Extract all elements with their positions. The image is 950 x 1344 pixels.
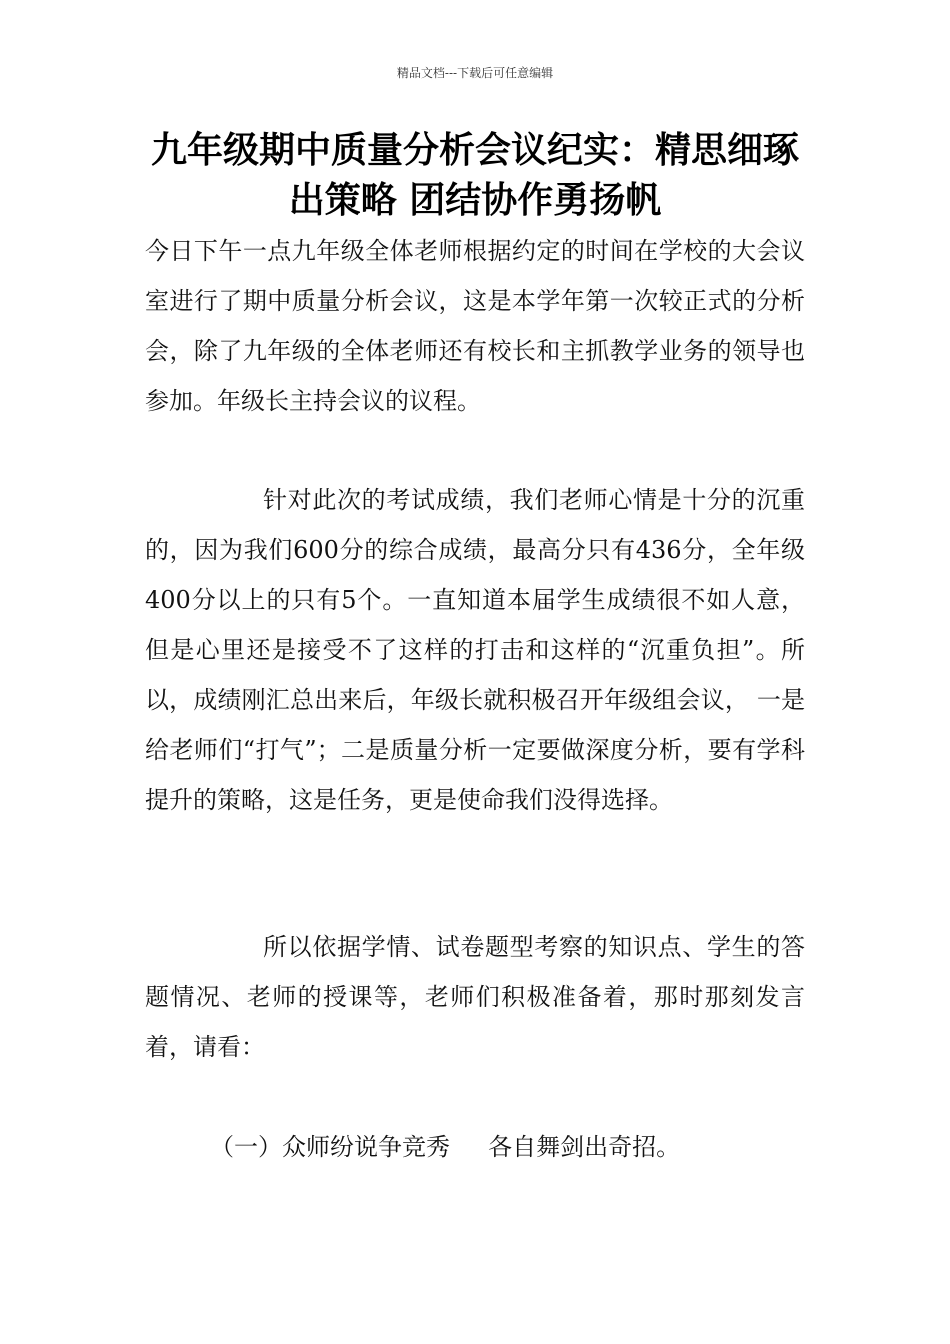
document-title: 九年级期中质量分析会议纪实：精思细琢出策略 团结协作勇扬帆: [150, 130, 799, 221]
section-heading: （一）众师纷说争竞秀 各自舞剑出奇招。: [210, 1133, 681, 1161]
paragraph-exam-results: 针对此次的考试成绩，我们老师心情是十分的沉重的，因为我们600分的综合成绩，最高分只有436分，全年级400分以上的只有5个。一直知道本届学生成绩很不如人意，但是心里还是接受不了这样的打击和这样的“沉重负担”。所以，成绩刚汇总出来后，年级长就积极召开年级组会议， 一是给老师们“打气”；二是质量分析一定要做深度分析，要有学科提升的策略，这是任务，更是使命我们没得选择。: [145, 486, 805, 814]
page-header: 精品文档---下载后可任意编辑: [396, 66, 554, 80]
paragraph-preparation: 所以依据学情、试卷题型考察的知识点、学生的答题情况、老师的授课等，老师们积极准备着，那时那刻发言着，请看：: [145, 933, 805, 1061]
paragraph-intro: 今日下午一点九年级全体老师根据约定的时间在学校的大会议室进行了期中质量分析会议，这是本学年第一次较正式的分析会，除了九年级的全体老师还有校长和主抓教学业务的领导也参加。年级长主持会议的议程。: [145, 237, 805, 415]
